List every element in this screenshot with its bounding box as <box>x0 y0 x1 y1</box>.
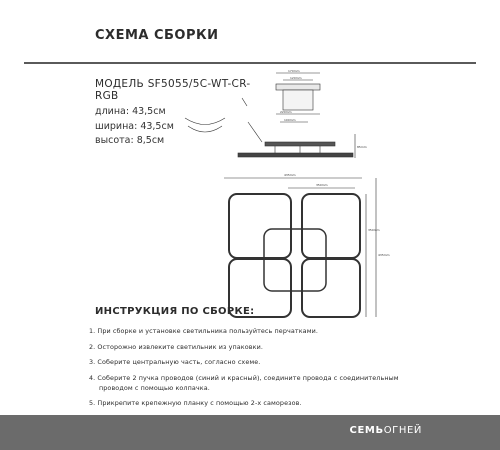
instructions-title: ИНСТРУКЦИЯ ПО СБОРКЕ: <box>95 306 255 317</box>
brand-logo: СЕМЬОГНЕЙ <box>349 425 422 436</box>
spec-height: высота: 8,5см <box>95 135 165 146</box>
dim-plan-right-1: 350mm <box>368 228 380 232</box>
instruction-step-1: 1. При сборке и установке светильника пользуйтесь перчатками. <box>89 327 318 335</box>
instruction-step-5: 5. Прикрепите крепежную планку с помощью 2-х саморезов. <box>89 399 302 407</box>
model-label: МОДЕЛЬ SF5055/5C-WT-CR-RGB <box>95 78 251 102</box>
dim-plan-inner: 350mm <box>316 183 328 187</box>
dim-mid-1: 220mm <box>280 110 292 114</box>
dim-mid-2: 100mm <box>284 118 296 122</box>
dim-top-2: 120mm <box>290 76 302 80</box>
footer-bar <box>0 415 500 450</box>
instruction-step-2: 2. Осторожно извлеките светильник из упаковки. <box>89 342 263 351</box>
dim-top-1: 170mm <box>288 69 300 73</box>
spec-width: ширина: 43,5см <box>95 120 174 132</box>
instruction-step-4: 4. Соберите 2 пучка проводов (синий и красный), соедините провода с соединительным проводом с помощью колпачка. <box>89 373 399 392</box>
instruction-step-3: 3. Соберите центральную часть, согласно схеме. <box>89 358 261 366</box>
dim-plan-width: 435mm <box>284 173 296 177</box>
instructions-list <box>89 326 449 429</box>
dim-plan-right-2: 435mm <box>378 253 390 257</box>
dim-side: 85mm <box>357 145 367 149</box>
page-title: СХЕМА СБОРКИ <box>95 28 219 43</box>
header-divider <box>24 62 476 64</box>
header <box>0 0 500 66</box>
spec-length: длина: 43,5см <box>95 106 166 117</box>
assembly-drawing <box>180 66 390 301</box>
